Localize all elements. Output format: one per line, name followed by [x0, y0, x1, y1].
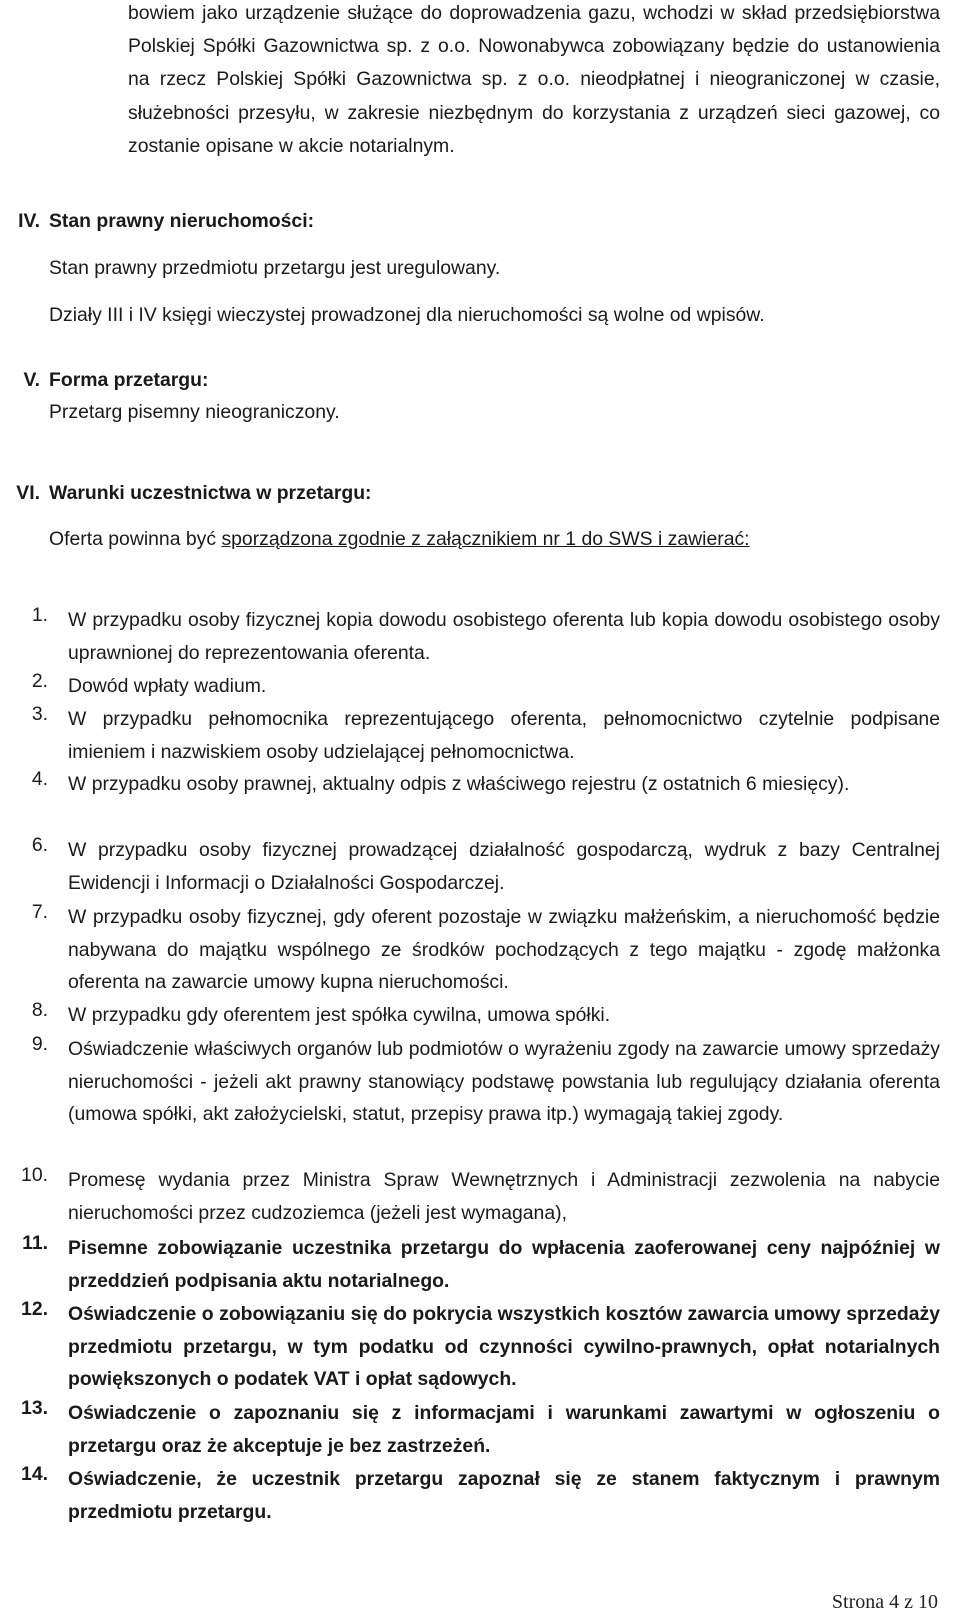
list-item-number: 10.: [21, 1164, 48, 1186]
list-item-number: 1.: [31, 604, 48, 626]
section-iv-paragraph-1: Stan prawny przedmiotu przetargu jest uregulowany.: [49, 257, 501, 279]
list-item-number: 11.: [22, 1232, 48, 1254]
list-item-text: W przypadku gdy oferentem jest spółka cywilna, umowa spółki.: [68, 1004, 611, 1026]
section-vi-paragraph-1: [49, 528, 750, 551]
list-item-text: Oświadczenie, że uczestnik przetargu zapoznał się ze stanem faktycznym i prawnym przedmiotu przetargu.: [68, 1468, 940, 1523]
section-iv-paragraph-2: Działy III i IV księgi wieczystej prowadzonej dla nieruchomości są wolne od wpisów.: [49, 304, 765, 326]
list-item-number: 4.: [31, 768, 48, 790]
list-item-text: Dowód wpłaty wadium.: [68, 675, 267, 697]
section-v-paragraph-1: Przetarg pisemny nieograniczony.: [49, 401, 340, 423]
section-vi-title: Warunki uczestnictwa w przetargu:: [49, 482, 372, 504]
intro-paragraph: bowiem jako urządzenie służące do doprowadzenia gazu, wchodzi w skład przedsiębiorstwa Polskiej Spółki Gazownictwa sp. z o.o. Nowonabywca zobowiązany będzie do ustanowienia na rzecz Polskiej Spółki Gazownictwa sp. z o.o. nieodpłatnej i nieograniczonej w czasie, służebności przesyłu, w zakresie niezbędnym do korzystania z urządzeń sieci gazowej, co zostanie opisane w akcie notarialnym.: [128, 2, 940, 157]
list-item-number: 13.: [21, 1397, 48, 1419]
section-v-title: Forma przetargu:: [49, 369, 209, 391]
list-item-number: 6.: [31, 834, 48, 856]
section-v-number: V.: [23, 369, 40, 391]
section-vi-number: VI.: [16, 482, 40, 504]
list-item-text: W przypadku osoby fizycznej prowadzącej działalność gospodarczą, wydruk z bazy Centralnej Ewidencji i Informacji o Działalności Gospodarczej.: [68, 839, 940, 894]
page-number-footer: Strona 4 z 10: [831, 1591, 938, 1613]
section-vi-text: Oferta powinna być: [49, 528, 222, 550]
section-iv-title: Stan prawny nieruchomości:: [49, 210, 315, 232]
list-item-text: W przypadku pełnomocnika reprezentującego oferenta, pełnomocnictwo czytelnie podpisane imieniem i nazwiskiem osoby udzielającej pełnomocnictwa.: [68, 708, 940, 763]
list-item-text: W przypadku osoby fizycznej kopia dowodu osobistego oferenta lub kopia dowodu osobistego osoby uprawnionej do reprezentowania oferenta.: [68, 609, 940, 664]
list-item-text: W przypadku osoby prawnej, aktualny odpis z właściwego rejestru (z ostatnich 6 miesięcy).: [68, 773, 850, 795]
list-item-text: Oświadczenie właściwych organów lub podmiotów o wyrażeniu zgody na zawarcie umowy sprzedaży nieruchomości - jeżeli akt prawny stanowiący podstawę powstania lub regulujący działania oferenta (umowa spółki, akt założycielski, statut, przepisy prawa itp.) wymagają takiej zgody.: [68, 1038, 940, 1126]
list-item-number: 2.: [31, 670, 48, 692]
list-item-text: Oświadczenie o zobowiązaniu się do pokrycia wszystkich kosztów zawarcia umowy sprzedaży przedmiotu przetargu, w tym podatku od czynności cywilno-prawnych, opłat notarialnych powiększonych o podatek VAT i opłat sądowych.: [68, 1303, 940, 1391]
list-item-number: 12.: [21, 1298, 48, 1320]
list-item-number: 9.: [31, 1033, 48, 1055]
list-item-text: W przypadku osoby fizycznej, gdy oferent pozostaje w związku małżeńskim, a nieruchomość będzie nabywana do majątku wspólnego ze środków pochodzących z tego majątku - zgodę małżonka oferenta na zawarcie umowy kupna nieruchomości.: [68, 906, 940, 994]
list-item-text: Oświadczenie o zapoznaniu się z informacjami i warunkami zawartymi w ogłoszeniu o przetargu oraz że akceptuje je bez zastrzeżeń.: [68, 1402, 940, 1457]
section-iv-number: IV.: [18, 210, 40, 232]
list-item-text: Pisemne zobowiązanie uczestnika przetargu do wpłacenia zaoferowanej ceny najpóźniej w przeddzień podpisania aktu notarialnego.: [68, 1237, 940, 1292]
list-item-number: 8.: [31, 999, 48, 1021]
list-item-number: 3.: [31, 703, 48, 725]
list-item-number: 14.: [21, 1463, 48, 1485]
list-item-number: 7.: [31, 901, 48, 923]
list-item-text: Promesę wydania przez Ministra Spraw Wewnętrznych i Administracji zezwolenia na nabycie nieruchomości przez cudzoziemca (jeżeli jest wymagana),: [68, 1169, 940, 1224]
section-vi-underlined-text: sporządzona zgodnie z załącznikiem nr 1 do SWS i zawierać:: [221, 528, 750, 550]
